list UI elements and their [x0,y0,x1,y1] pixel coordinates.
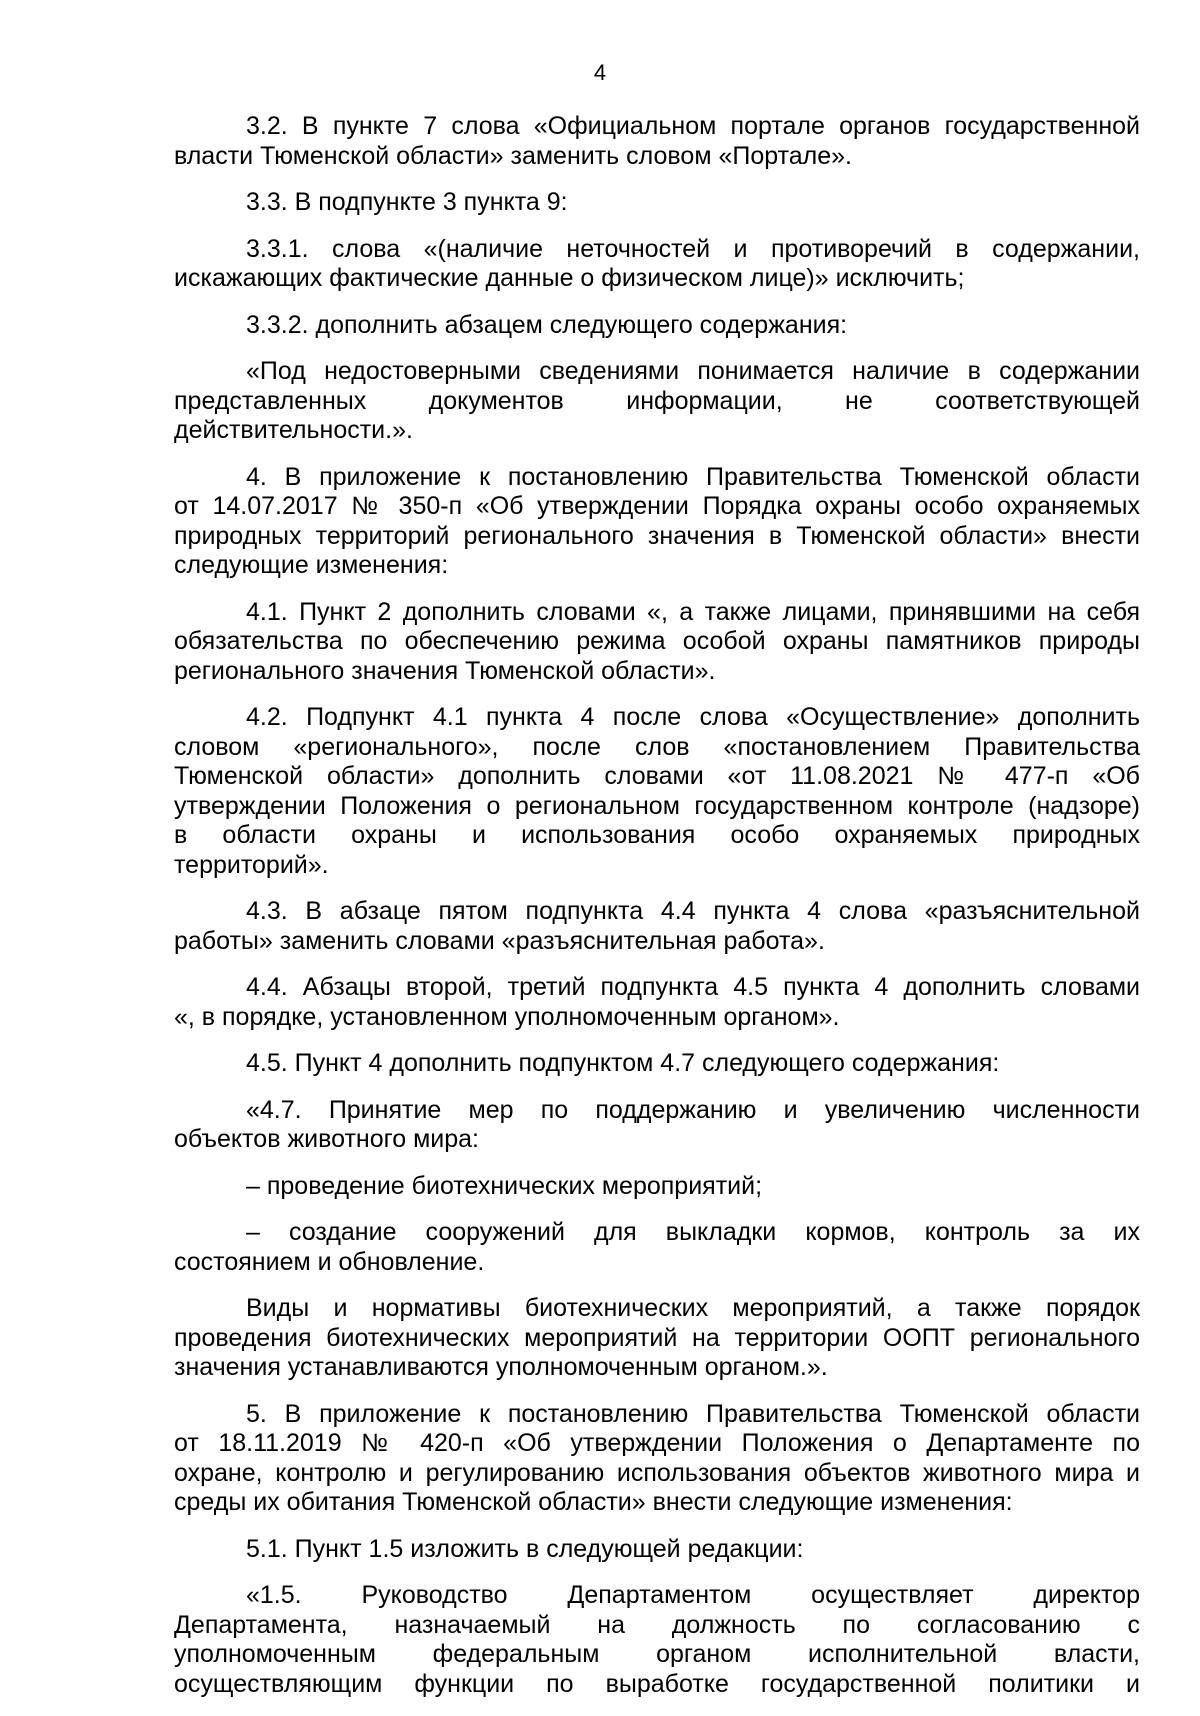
text-line: словом «регионального», после слов «постановлением Правительства [174,732,1140,761]
text-line: представленных документов информации, не соответствующей [174,386,1140,415]
document-body [174,112,1140,1716]
text-line: 3.2. В пункте 7 слова «Официальном портале органов государственной [246,112,1140,140]
text-line: Виды и нормативы биотехнических мероприятий, а также порядок [246,1294,1140,1322]
text-line: от 18.11.2019 № 420-п «Об утверждении Положения о Департаменте по [174,1429,1140,1457]
paragraph [174,1096,1140,1155]
text-line: 4.2. Подпункт 4.1 пункта 4 после слова «Осуществление» дополнить [246,703,1140,731]
paragraph [174,357,1140,446]
paragraph [174,112,1140,171]
paragraph [174,1172,1140,1202]
text-line: 4.3. В абзаце пятом подпункта 4.4 пункта 4 слова «разъяснительной [246,897,1140,925]
text-line: «4.7. Принятие мер по поддержанию и увеличению численности [246,1095,1140,1124]
text-line: Департамента, назначаемый на должность по согласованию с [174,1610,1140,1639]
text-line: «, в порядке, установленном уполномоченным органом». [174,1002,840,1031]
text-line: природных территорий регионального значения в Тюменской области» внести [174,521,1140,550]
paragraph [174,703,1140,880]
text-line: – проведение биотехнических мероприятий; [246,1171,763,1200]
text-line: 4.4. Абзацы второй, третий подпункта 4.5 пункта 4 дополнить словами [246,973,1140,1001]
text-line: охране, контролю и регулированию использования объектов животного мира и [174,1458,1140,1487]
paragraph [174,1049,1140,1079]
text-line: территорий». [174,850,329,879]
text-line: 4. В приложение к постановлению Правительства Тюменской области [246,462,1140,491]
text-line: среды их обитания Тюменской области» внести следующие изменения: [174,1488,1013,1516]
text-line: «1.5. Руководство Департаментом осуществляет директор [246,1581,1140,1609]
text-line: 3.3.2. дополнить абзацем следующего содержания: [246,310,848,339]
paragraph [174,311,1140,341]
text-line: уполномоченным федеральным органом исполнительной власти, [174,1640,1140,1668]
paragraph [174,1218,1140,1277]
text-line: 4.1. Пункт 2 дополнить словами «, а также лицами, принявшими на себя [246,597,1140,626]
text-line: 4.5. Пункт 4 дополнить подпунктом 4.7 следующего содержания: [246,1049,1000,1077]
text-line: значения устанавливаются уполномоченным органом.». [174,1353,828,1381]
text-line: «Под недостоверными сведениями понимается наличие в содержании [246,357,1140,385]
text-line: состоянием и обновление. [174,1247,485,1276]
paragraph [174,1581,1140,1699]
text-line: объектов животного мира: [174,1125,479,1153]
text-line: следующие изменения: [174,551,449,579]
text-line: – создание сооружений для выкладки кормов, контроль за их [246,1218,1140,1246]
text-line: 3.3. В подпункте 3 пункта 9: [246,188,568,216]
text-line: проведения биотехнических мероприятий на территории ООПТ регионального [174,1323,1140,1352]
paragraph [174,973,1140,1032]
paragraph [174,188,1140,218]
paragraph [174,598,1140,687]
text-line: в области охраны и использования особо охраняемых природных [174,821,1140,849]
paragraph [174,1400,1140,1518]
text-line: осуществляющим функции по выработке государственной политики и [174,1669,1140,1698]
text-line: 5.1. Пункт 1.5 изложить в следующей редакции: [246,1534,804,1563]
paragraph [174,897,1140,956]
paragraph [174,1294,1140,1383]
paragraph [174,1535,1140,1565]
text-line: действительности.». [174,416,413,444]
text-line: власти Тюменской области» заменить словом «Портале». [174,141,852,170]
text-line: от 14.07.2017 № 350-п «Об утверждении Порядка охраны особо охраняемых [174,492,1140,520]
text-line: искажающих фактические данные о физическом лице)» исключить; [174,264,965,292]
page-number: 4 [593,60,607,85]
text-line: работы» заменить словами «разъяснительная работа». [174,926,825,955]
text-line: Тюменской области» дополнить словами «от 11.08.2021 № 477-п «Об [174,762,1140,790]
text-line: обязательства по обеспечению режима особой охраны памятников природы [174,627,1140,655]
text-line: утверждении Положения о региональном государственном контроле (надзоре) [174,791,1140,820]
text-line: регионального значения Тюменской области». [174,656,716,685]
paragraph [174,463,1140,581]
text-line: 5. В приложение к постановлению Правительства Тюменской области [246,1399,1140,1428]
paragraph [174,235,1140,294]
text-line: 3.3.1. слова «(наличие неточностей и противоречий в содержании, [246,234,1140,263]
